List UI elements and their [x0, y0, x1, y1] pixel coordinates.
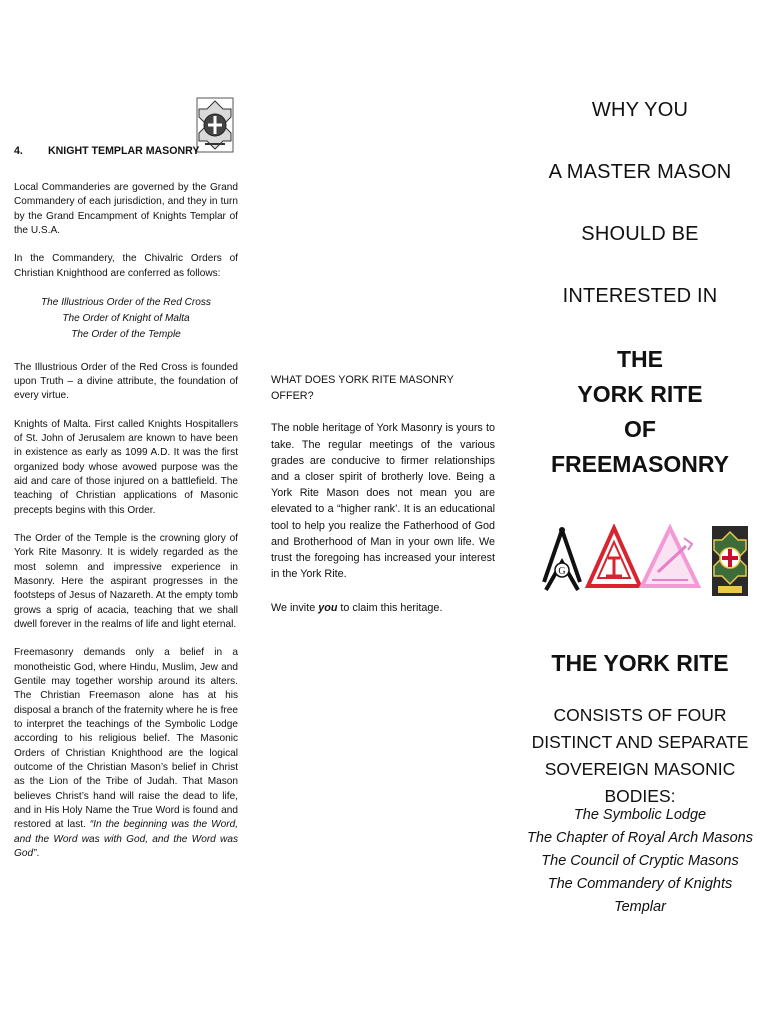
knights-templar-cross-icon [712, 526, 748, 596]
invite-pre: We invite [271, 602, 319, 615]
cover-title [520, 342, 760, 482]
order-item: The Illustrious Order of the Red Cross [41, 297, 211, 308]
paragraph-heritage: The noble heritage of York Masonry is yours to take. The regular meetings of the various grades are conducive to firmer relationships and a closer spirit of brotherly love. Being a York Rite Mason does not mean you are elevated to a “higher rank’. It is an educational tool to help you realize the Fatherhood of God and Brotherhood of Man in your own life. We trust the foregoing has increased your interest in the York Rite. [271, 422, 495, 581]
quote-end: . [36, 847, 40, 859]
invite-emphasis: you [318, 602, 338, 615]
cover-line: INTERESTED IN [562, 285, 718, 307]
offer-question: WHAT DOES YORK RITE MASONRY OFFER? [271, 374, 454, 403]
knight-templar-column [14, 94, 238, 875]
scripture-quote: “In the beginning was the Word, and the Word was with God, and the Word was God” [14, 819, 239, 859]
masonic-body-item: The Chapter of Royal Arch Masons [527, 830, 753, 846]
paragraph-temple: The Order of the Temple is the crowning glory of York Rite Masonry. It is widely regarded as the most solemn and impressive experience in Masonry. Here the aspirant progresses in the footsteps of Jesus of Nazareth. At the empty tomb grows a sprig of acacia, teaching that we shall dwell forever in the realms of life and light eternal. [14, 533, 238, 631]
masonic-body-item: The Commandery of Knights Templar [547, 876, 733, 915]
royal-arch-triangle-icon [588, 528, 640, 586]
masonic-bodies-list [520, 804, 760, 919]
section-heading [14, 144, 238, 159]
square-and-compass-icon [544, 527, 580, 590]
consists-line: CONSISTS OF FOUR [553, 705, 727, 725]
york-rite-heading: THE YORK RITE [551, 650, 729, 676]
consists-line: DISTINCT AND SEPARATE [531, 732, 749, 752]
cover-line: A MASTER MASON [548, 161, 732, 183]
cover-line: SHOULD BE [581, 223, 699, 245]
cover-line: WHY YOU [591, 99, 689, 121]
section-number: 4. [14, 145, 23, 157]
invite-post: to claim this heritage. [337, 602, 443, 615]
cryptic-council-triangle-icon [642, 528, 698, 586]
paragraph-malta: Knights of Malta. First called Knights Hospitallers of St. John of Jerusalem are known to have been in existence as early as 1099 A.D. It was the first organized body whose avowed purpose was the aid and care of those injured on a battlefield. The teaching of Christian applications of Masonic precepts begins with this Order. [14, 418, 238, 516]
cover-title-line: THE [617, 346, 663, 372]
masonic-body-item: The Symbolic Lodge [573, 807, 707, 823]
consists-line: SOVEREIGN MASONIC BODIES: [544, 759, 736, 806]
svg-text:G: G [558, 566, 566, 577]
cover-title-line: FREEMASONRY [550, 451, 730, 477]
cover-title-line: YORK RITE [577, 381, 703, 407]
paragraph-invite [271, 600, 495, 616]
orders-list [14, 295, 238, 343]
offer-column [271, 372, 495, 634]
consists-text [520, 702, 760, 810]
paragraph-freemasonry [14, 646, 238, 861]
masonic-body-item: The Council of Cryptic Masons [541, 853, 739, 869]
paragraph-orders-intro: In the Commandery, the Chivalric Orders of Christian Knighthood are conferred as follows: [14, 253, 238, 279]
section-title: KNIGHT TEMPLAR MASONRY [48, 145, 200, 157]
order-item: The Order of the Temple [71, 328, 181, 340]
cover-title-line: OF [624, 416, 656, 442]
paragraph-red-cross: The Illustrious Order of the Red Cross is founded upon Truth – a divine attribute, the foundation of every virtue. [14, 361, 238, 402]
order-item: The Order of Knight of Malta [62, 312, 190, 324]
paragraph-freemasonry-text: Freemasonry demands only a belief in a monotheistic God, where Hindu, Muslim, Jew and Gentile may together worship around its alters. The Christian Freemason alone has at his disposal a branch of the fraternity where he is free to interpret the teachings of the Symbolic Lodge according to his religious belief. The Masonic Orders of Christian Knighthood are the logical outcome of the Christian Mason’s belief in Christ as the Lion of the Tribe of Judah. That Mason believes Christ’s hand will raise the dead to life, and in His Holy Name the True Word is found and restored at last. [14, 647, 238, 831]
paragraph-commanderies: Local Commanderies are governed by the Grand Commandery of each jurisdiction, and they in turn by the Grand Encampment of Knights Templar of the U.S.A. [14, 182, 238, 237]
masonic-symbols [542, 524, 752, 602]
